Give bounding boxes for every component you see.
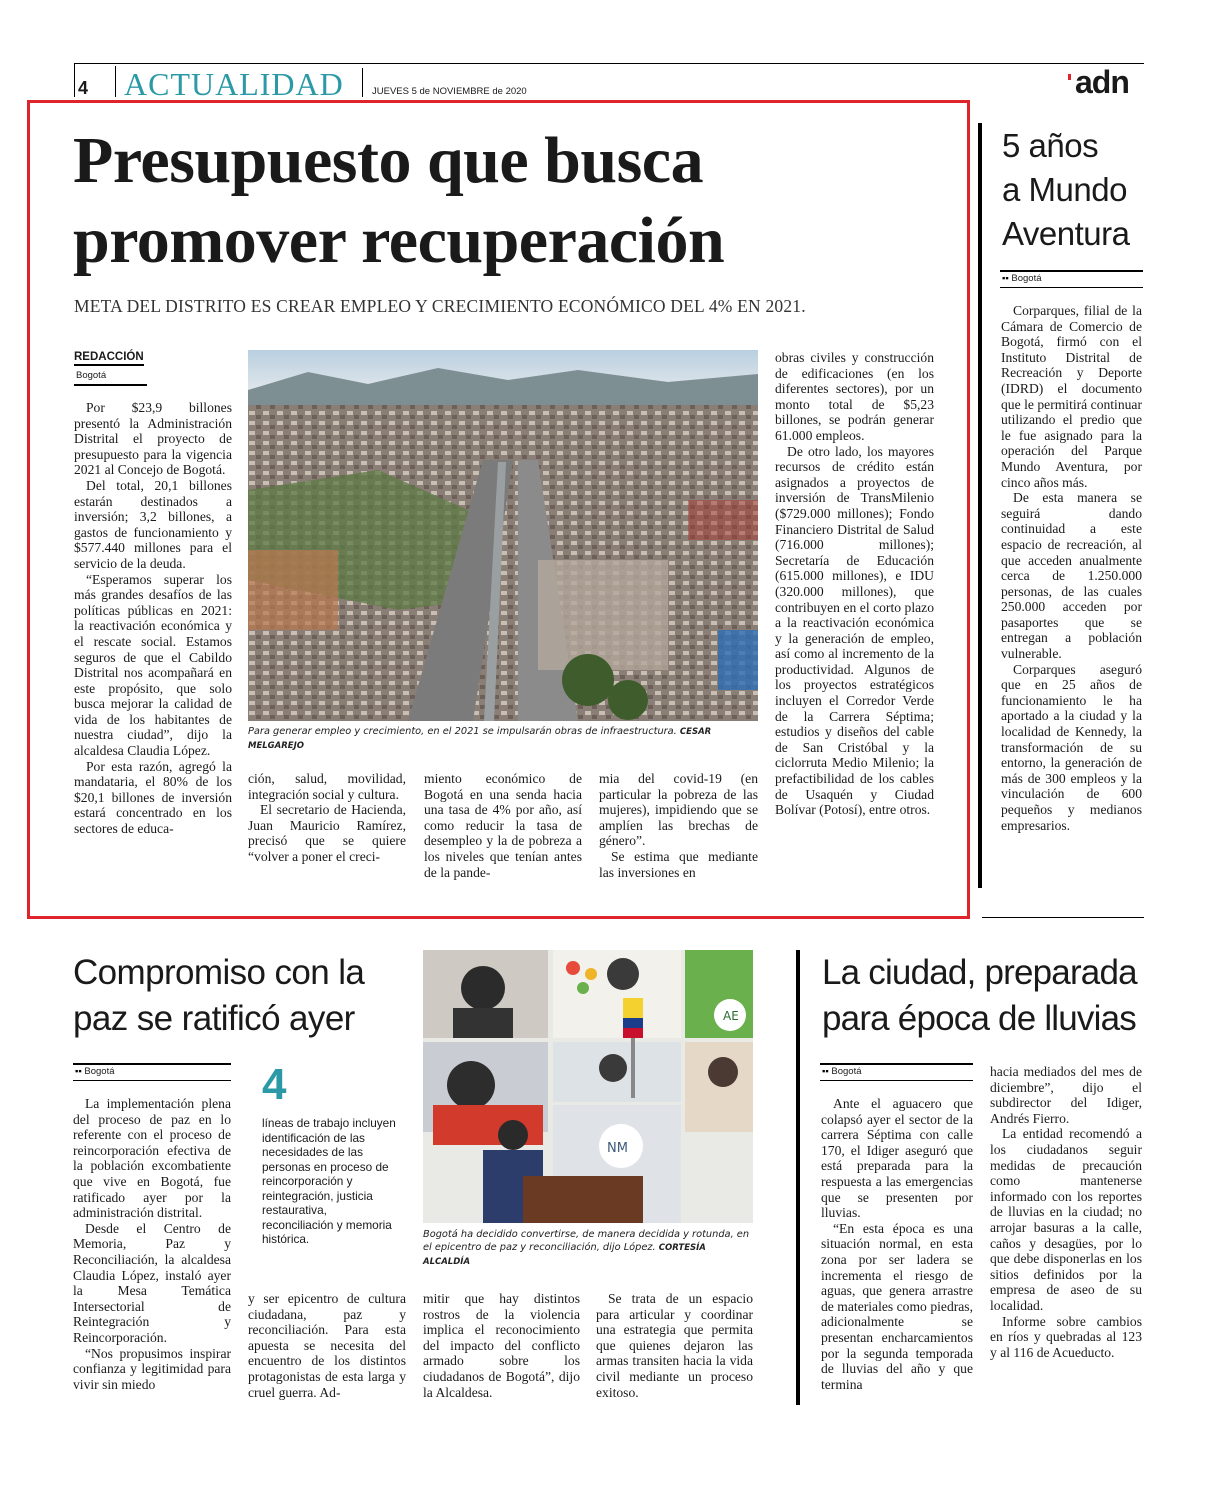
peace-photo xyxy=(423,950,753,1223)
main-col-4 xyxy=(599,771,758,880)
logo-accent xyxy=(1068,74,1071,80)
byline-rule xyxy=(74,384,147,386)
byline: REDACCIÓN xyxy=(74,351,144,366)
publication-logo: adn xyxy=(1075,64,1129,100)
rain-headline xyxy=(822,950,1137,1042)
rain-headline-line: La ciudad, preparada xyxy=(822,953,1137,992)
header-date: JUEVES 5 de NOVIEMBRE de 2020 xyxy=(372,86,527,97)
paragraph: Se estima que mediante las inversiones en xyxy=(599,848,758,880)
aerial-city-image xyxy=(248,350,758,721)
paragraph: “En esta época es una situación normal, en esta zona por ser ladera se incrementa el riesgo de aguas, que genera arrastre de materiales como piedras, adicionalmente se presentan encharcamientos por la segunda temporada de lluvias del año y que termina xyxy=(821,1220,973,1392)
screen-label-ae: AE xyxy=(723,1009,739,1023)
peace-location-text: Bogotá xyxy=(84,1066,115,1077)
paragraph: Informe sobre cambios en ríos y quebradas al 123 y al 116 de Acueducto. xyxy=(990,1313,1142,1360)
rain-location-text: Bogotá xyxy=(831,1066,862,1077)
side-headline-line: 5 años xyxy=(1002,127,1099,164)
side-location-text: Bogotá xyxy=(1011,273,1042,284)
paragraph: Corparques aseguró que en 25 años de funcionamiento le ha aportado a la ciudad y la localidad de Kennedy, la transformación de su entorno, la generación de más de 300 empleos y la vinculación de 600 pequeños y medianos empresarios. xyxy=(1001,661,1142,833)
photo-credit: CORTESÍA ALCALDÍA xyxy=(423,1243,706,1267)
side-tag-top-rule xyxy=(1000,270,1143,272)
paragraph: De esta manera se seguirá dando continuidad a este espacio de recreación, al que acceden anualmente cerca de 1.250.000 personas, de las cuales 250.000 acceden por pasaportes que se entregan a población vulnerable. xyxy=(1001,490,1142,662)
rain-col-1 xyxy=(821,1096,973,1392)
rain-location xyxy=(822,1066,862,1077)
paragraph: De otro lado, los mayores recursos de crédito están asignados a proyectos de inversión de TransMilenio ($729.000 millones); Fondo Financiero Distrital de Salud (716.000 millones); Secretaría de Educación (615.000 millones), e IDU (320.000 millones), que contribuyen en el corto plazo a la reactivación económica y la generación de empleo, así como al incremento de la productividad. Algunos de los proyectos estratégicos incluyen el Corredor Verde de la Carrera Séptima; estudios y diseños del cable de San Cristóbal y la ciclorruta Medio Milenio; la prefactibilidad de los cables de Usaquén y Ciudad Bolívar (Potosí), entre otros. xyxy=(775,443,934,818)
peace-headline-line: paz se ratificó ayer xyxy=(73,999,355,1038)
dots-icon: ▪▪ xyxy=(75,1066,82,1077)
peace-col-3 xyxy=(423,1291,580,1400)
paragraph: Ante el aguacero que colapsó ayer el sector de la carrera Séptima con calle 170, el Idiger aseguró que está preparada para la respuesta a las emergencias que se presenten por lluvias. xyxy=(821,1096,973,1221)
main-headline-line1: Presupuesto que busca xyxy=(73,124,704,197)
side-vertical-rule xyxy=(978,123,982,888)
peace-headline-line: Compromiso con la xyxy=(73,953,365,992)
screen-label-nm: NM xyxy=(607,1141,628,1156)
main-col-5 xyxy=(775,350,934,818)
rain-col-2 xyxy=(990,1064,1142,1360)
main-photo-caption xyxy=(248,725,758,753)
paragraph: hacia mediados del mes de diciembre”, dijo el subdirector del Idiger, Andrés Fierro. xyxy=(990,1064,1142,1126)
stat-text: líneas de trabajo incluyen identificación de las necesidades de las personas en proceso de reincorporación y reintegración, justicia restaurativa, reconciliación y memoria histórica. xyxy=(262,1116,396,1246)
paragraph: Desde el Centro de Memoria, Paz y Reconciliación, la alcaldesa Claudia López, instaló ayer la Mesa Temática Intersectorial de Reintegración y Reincorporación. xyxy=(73,1220,231,1345)
rain-vertical-rule xyxy=(796,950,800,1405)
peace-photo-caption xyxy=(423,1228,753,1269)
peace-headline xyxy=(73,950,364,1042)
section-title: ACTUALIDAD xyxy=(124,66,344,102)
paragraph: La implementación plena del proceso de paz en lo referente con el proceso de reincorporación efectiva de la población excombatiente que vive en Bogotá, fue ratificado ayer por la administración distrital. xyxy=(73,1096,231,1221)
header-divider-1 xyxy=(115,66,116,97)
peace-tag-bottom-rule xyxy=(73,1080,231,1081)
paragraph: obras civiles y construcción de edificaciones (en los diferentes sectores), por un monto total de $5,23 billones, se podrán generar 61.000 empleos. xyxy=(775,350,934,443)
rain-tag-top-rule xyxy=(820,1063,973,1065)
side-body xyxy=(1001,303,1142,833)
caption-text: Para generar empleo y crecimiento, en el 2021 se impulsarán obras de infraestructura. xyxy=(248,726,677,737)
rain-tag-bottom-rule xyxy=(820,1080,973,1081)
main-subhead: META DEL DISTRITO ES CREAR EMPLEO Y CRECIMIENTO ECONÓMICO DEL 4% EN 2021. xyxy=(74,296,806,316)
header-left-tick xyxy=(74,63,75,97)
paragraph: Por esta razón, agregó la mandataria, el 80% de los $20,1 billones de inversión estará concentrado en los sectores de educa- xyxy=(74,758,232,837)
main-col-1 xyxy=(74,400,232,837)
peace-location xyxy=(75,1066,115,1077)
paragraph: mia del covid-19 (en particular la pobreza de las mujeres), impidiendo que se amplíen las brechas de género”. xyxy=(599,771,758,849)
paragraph: ción, salud, movilidad, integración social y cultura. xyxy=(248,771,406,802)
side-location xyxy=(1002,273,1042,284)
photo-credit: CESAR MELGAREJO xyxy=(248,727,712,751)
main-headline-line2: promover recuperación xyxy=(73,204,725,277)
paragraph: Se trata de un espacio para articular y coordinar una estrategia que permita que quienes dejaron las armas transiten hacia la vida civil mediante un proceso exitoso. xyxy=(596,1291,753,1400)
paragraph: Por $23,9 billones presentó la Administración Distrital el proyecto de presupuesto para la vigencia 2021 al Concejo de Bogotá. xyxy=(74,400,232,478)
header-top-rule xyxy=(74,63,1144,64)
section-divider xyxy=(982,917,1144,918)
side-tag-bottom-rule xyxy=(1000,287,1143,288)
video-call-image xyxy=(423,950,753,1223)
main-photo xyxy=(248,350,758,721)
side-headline-line: Aventura xyxy=(1002,215,1130,252)
main-headline xyxy=(73,121,724,281)
header-divider-2 xyxy=(362,68,363,97)
main-col-3 xyxy=(424,771,582,880)
paragraph: El secretario de Hacienda, Juan Mauricio Ramírez, precisó que se quiere “volver a poner el creci- xyxy=(248,802,406,864)
paragraph: miento económico de Bogotá en una senda hacia una tasa de 4% por año, así como reducir la tasa de desempleo y la de pobreza a los niveles que tenían antes de la pande- xyxy=(424,771,582,880)
peace-col-1 xyxy=(73,1096,231,1392)
page-number: 4 xyxy=(78,78,89,98)
paragraph: mitir que hay distintos rostros de la violencia implica el reconocimiento del impacto del conflicto armado sobre los ciudadanos de Bogotá”, dijo la Alcaldesa. xyxy=(423,1291,580,1400)
paragraph: “Nos propusimos inspirar confianza y legitimidad para vivir sin miedo xyxy=(73,1345,231,1392)
peace-col-4 xyxy=(596,1291,753,1400)
byline-location: Bogotá xyxy=(76,370,107,381)
dots-icon: ▪▪ xyxy=(822,1066,829,1077)
side-headline-line: a Mundo xyxy=(1002,171,1127,208)
caption-text: Bogotá ha decidido convertirse, de manera decidida y rotunda, en el epicentro de paz y reconciliación, dijo López. xyxy=(423,1229,750,1253)
main-col-2 xyxy=(248,771,406,865)
paragraph: “Esperamos superar los más grandes desafíos de las políticas públicas en 2021: la reactivación económica y el rescate social. Estamos seguros de que el Cabildo Distrital nos acompañará en este propósito, que solo busca mejorar la calidad de vida de los habitantes de nuestra ciudad”, dijo la alcaldesa Claudia López. xyxy=(74,571,232,759)
stat-number: 4 xyxy=(262,1060,287,1109)
peace-tag-top-rule xyxy=(73,1063,231,1065)
rain-headline-line: para época de lluvias xyxy=(822,999,1136,1038)
paragraph: La entidad recomendó a los ciudadanos seguir medidas de precaución como mantenerse informado con los reportes de lluvias en la ciudad; no arrojar basuras a la calle, caños y desagües, por lo que debe disponerlas en los sitios definidos por la empresa de aseo de su localidad. xyxy=(990,1126,1142,1313)
paragraph: Del total, 20,1 billones estarán destinados a inversión; 3,2 billones, a gastos de funcionamiento y $577.440 millones para el servicio de la deuda. xyxy=(74,477,232,571)
dots-icon: ▪▪ xyxy=(1002,273,1009,284)
peace-col-2 xyxy=(248,1291,406,1400)
paragraph: y ser epicentro de cultura ciudadana, paz y reconciliación. Para esta apuesta se necesita del encuentro de los distintos protagonistas de esta larga y cruel guerra. Ad- xyxy=(248,1291,406,1400)
paragraph: Corparques, filial de la Cámara de Comercio de Bogotá, firmó con el Instituto Distrital de Recreación y Deporte (IDRD) el documento que le permitirá continuar utilizando el predio que le fue asignado para la operación del Parque Mundo Aventura, por cinco años más. xyxy=(1001,303,1142,490)
side-headline xyxy=(1002,124,1129,256)
